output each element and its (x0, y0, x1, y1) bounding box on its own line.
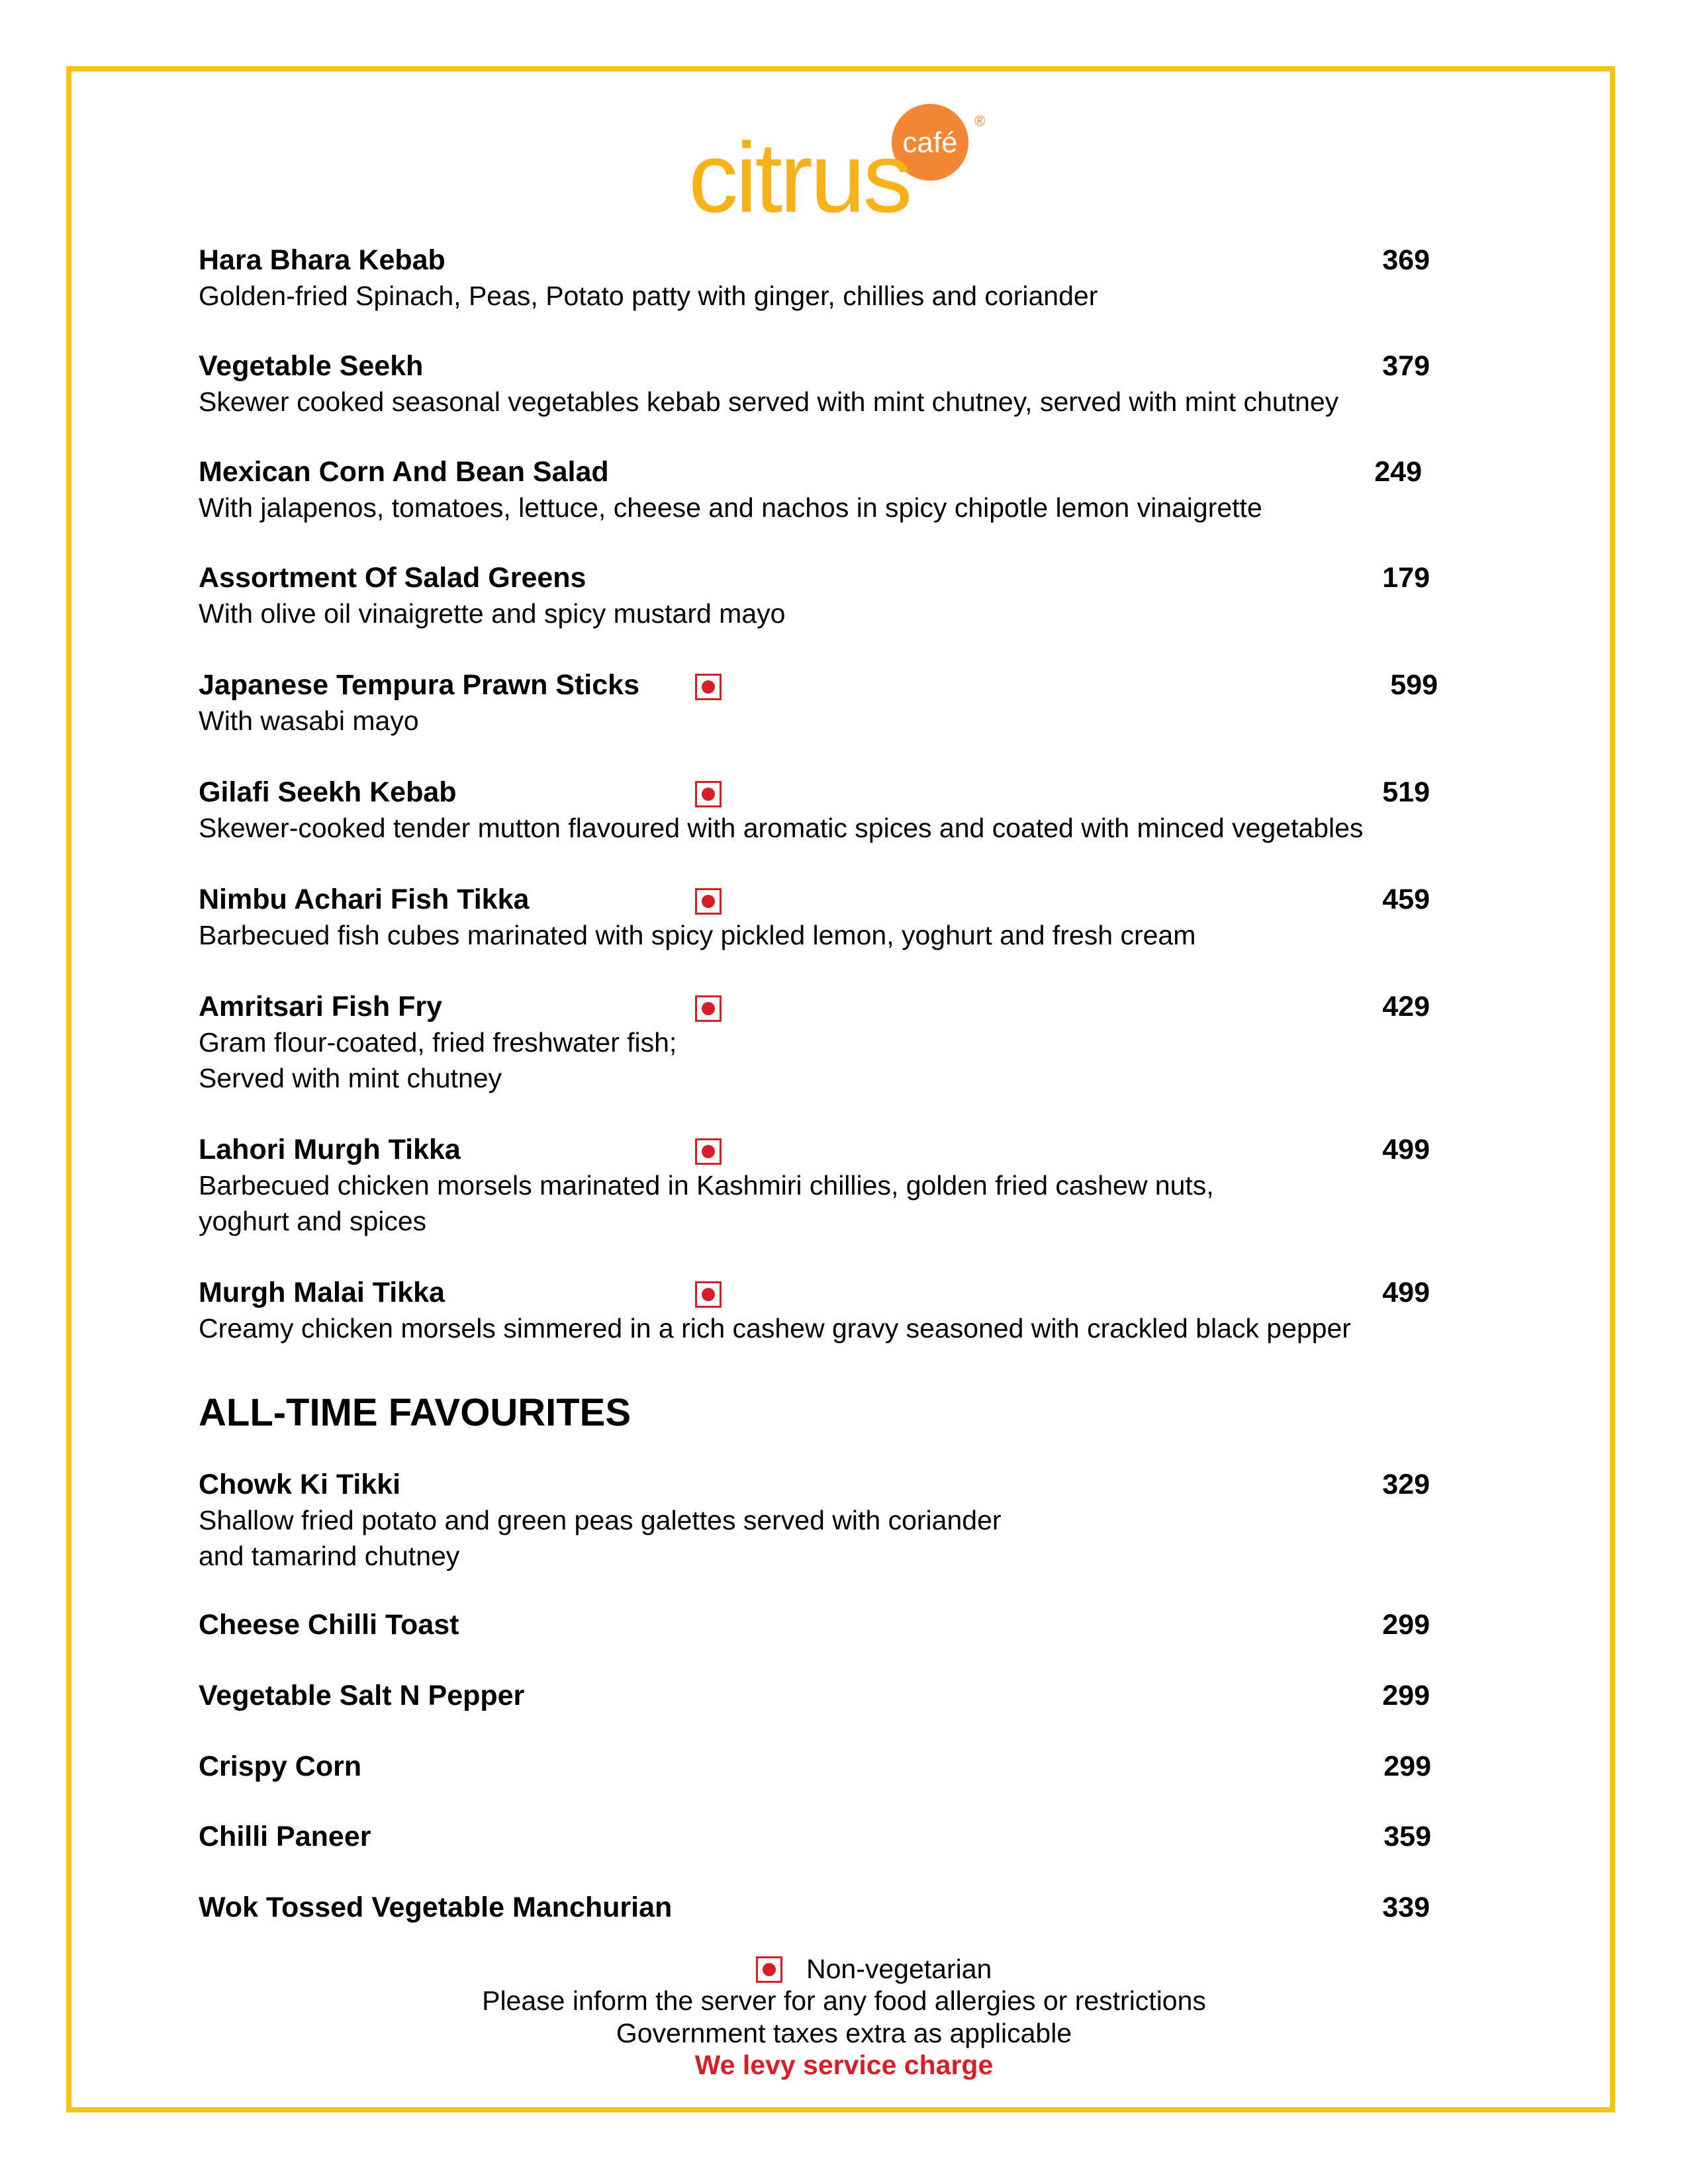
menu-item (199, 560, 1456, 631)
item-price: 429 (1382, 991, 1430, 1023)
item-name: Assortment Of Salad Greens (199, 562, 586, 594)
item-name: Crispy Corn (199, 1751, 362, 1782)
non-veg-legend-label: Non-vegetarian (806, 1954, 992, 1984)
item-name: Hara Bhara Kebab (199, 244, 445, 276)
menu-item (199, 1678, 1456, 1713)
menu-item (199, 667, 1456, 739)
service-charge-note: We levy service charge (694, 2050, 994, 2080)
item-price: 249 (1374, 456, 1422, 488)
menu-item (199, 989, 1456, 1096)
allergy-note: Please inform the server for any food allergies or restrictions (482, 1985, 1206, 2016)
item-price: 459 (1382, 884, 1430, 915)
menu-item (199, 348, 1456, 420)
item-price: 179 (1382, 562, 1430, 594)
non-veg-icon (695, 1281, 722, 1308)
logo-reg-mark: ® (974, 113, 986, 129)
menu-item (199, 454, 1456, 525)
menu-item (199, 882, 1456, 953)
item-price: 299 (1382, 1680, 1430, 1711)
item-name: Cheese Chilli Toast (199, 1609, 459, 1641)
item-name: Lahori Murgh Tikka (199, 1134, 461, 1165)
section-title: ALL-TIME FAVOURITES (199, 1391, 632, 1434)
item-name: Amritsari Fish Fry (199, 991, 442, 1023)
menu-item (199, 1889, 1456, 1925)
item-name: Japanese Tempura Prawn Sticks (199, 669, 639, 701)
menu-item (199, 1275, 1456, 1346)
item-description: Skewer cooked seasonal vegetables kebab served with mint chutney, served with mint chutney (199, 387, 1339, 417)
menu-item (199, 1607, 1456, 1643)
item-name: Vegetable Seekh (199, 350, 424, 382)
item-description: Barbecued fish cubes marinated with spicy pickled lemon, yoghurt and fresh cream (199, 920, 1196, 950)
non-veg-icon (695, 781, 722, 807)
non-veg-icon (695, 995, 722, 1022)
menu-item (199, 1819, 1456, 1854)
item-description: Gram flour-coated, fried freshwater fish; (199, 1027, 677, 1058)
item-price: 359 (1383, 1821, 1431, 1852)
item-price: 339 (1382, 1891, 1430, 1923)
item-price: 369 (1382, 244, 1430, 276)
non-veg-legend-icon (756, 1956, 782, 1983)
item-name: Vegetable Salt N Pepper (199, 1680, 525, 1711)
menu-item (199, 1467, 1456, 1574)
item-description: With olive oil vinaigrette and spicy mustard mayo (199, 598, 786, 629)
item-description: With jalapenos, tomatoes, lettuce, cheese and nachos in spicy chipotle lemon vinaigrette (199, 492, 1262, 523)
item-description: Barbecued chicken morsels marinated in Kashmiri chillies, golden fried cashew nuts, (199, 1170, 1214, 1201)
item-price: 379 (1382, 350, 1430, 382)
item-price: 329 (1382, 1469, 1430, 1500)
item-price: 299 (1382, 1609, 1430, 1641)
menu-item (199, 1132, 1456, 1239)
item-price: 519 (1382, 776, 1430, 808)
item-description: Shallow fried potato and green peas galettes served with coriander (199, 1505, 1002, 1535)
non-veg-icon (695, 888, 722, 915)
item-name: Gilafi Seekh Kebab (199, 776, 457, 808)
citrus-cafe-logo (675, 99, 1019, 232)
non-veg-icon (695, 674, 722, 700)
item-name: Wok Tossed Vegetable Manchurian (199, 1891, 673, 1923)
menu-item (199, 242, 1456, 314)
logo-cafe-text: café (902, 126, 958, 159)
item-description-line2: yoghurt and spices (199, 1206, 427, 1236)
item-price: 599 (1390, 669, 1438, 701)
item-description-line2: and tamarind chutney (199, 1541, 460, 1571)
item-description-line2: Served with mint chutney (199, 1063, 502, 1093)
item-name: Nimbu Achari Fish Tikka (199, 884, 530, 915)
item-description: Creamy chicken morsels simmered in a rich cashew gravy seasoned with crackled black pepper (199, 1313, 1351, 1343)
item-description: Skewer-cooked tender mutton flavoured with aromatic spices and coated with minced vegetables (199, 813, 1364, 843)
item-name: Chilli Paneer (199, 1821, 371, 1852)
item-name: Murgh Malai Tikka (199, 1277, 445, 1308)
tax-note: Government taxes extra as applicable (616, 2018, 1072, 2048)
menu-item (199, 774, 1456, 846)
item-price: 499 (1382, 1134, 1430, 1165)
non-veg-icon (695, 1138, 722, 1165)
item-name: Mexican Corn And Bean Salad (199, 456, 609, 488)
item-price: 499 (1382, 1277, 1430, 1308)
item-description: Golden-fried Spinach, Peas, Potato patty with ginger, chillies and coriander (199, 281, 1098, 311)
menu-item (199, 1749, 1456, 1784)
item-price: 299 (1383, 1751, 1431, 1782)
logo-citrus-text: citrus (688, 122, 910, 232)
item-description: With wasabi mayo (199, 705, 419, 736)
item-name: Chowk Ki Tikki (199, 1469, 401, 1500)
